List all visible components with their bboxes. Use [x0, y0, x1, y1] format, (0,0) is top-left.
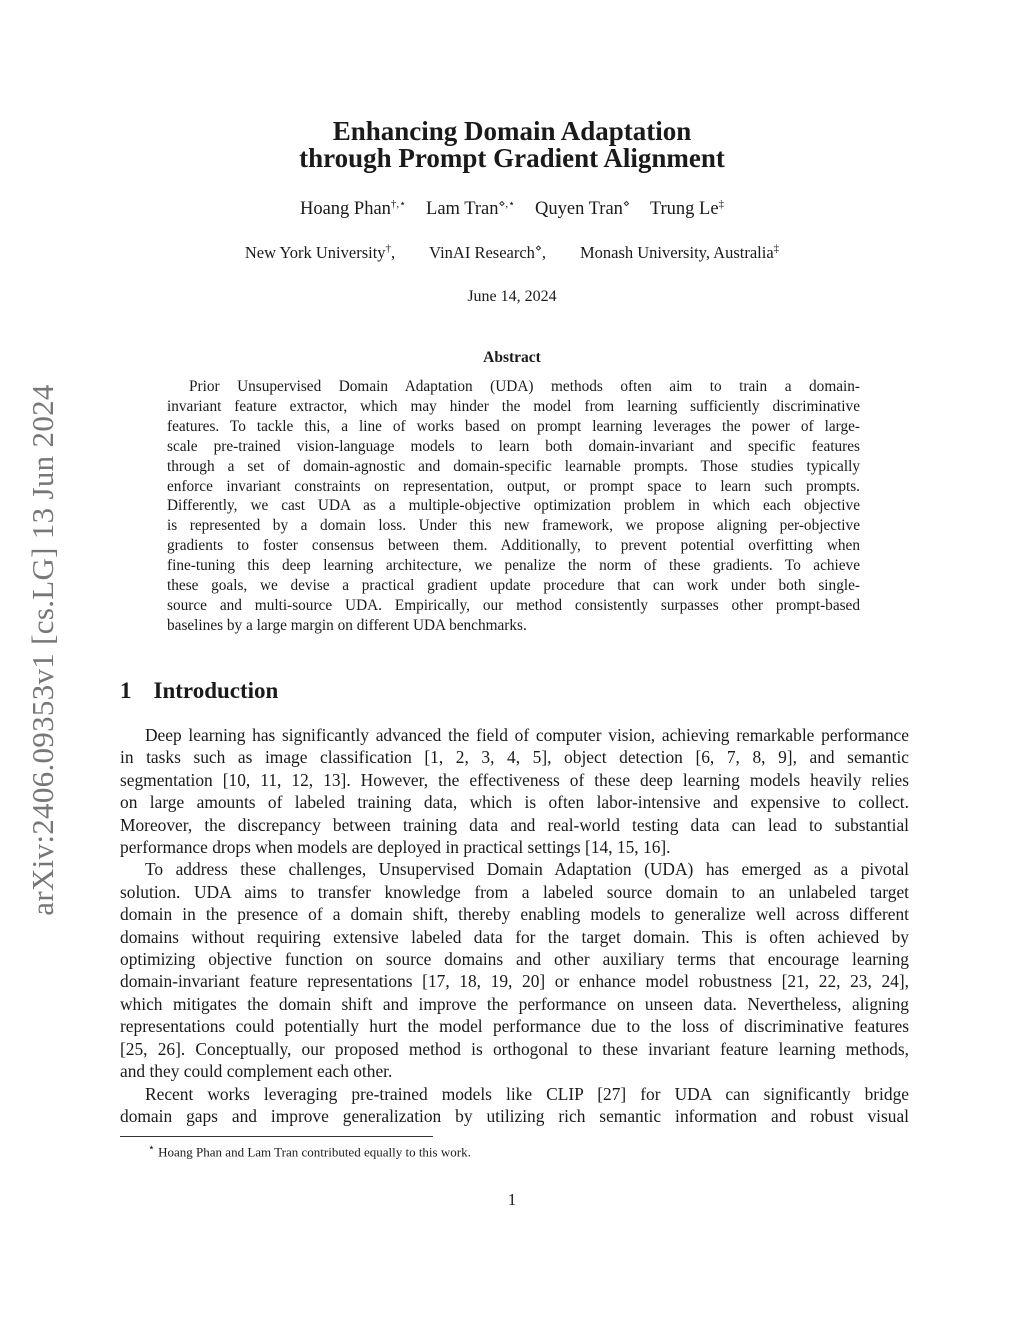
section-heading [120, 678, 278, 704]
text-line: fine-tuning this deep learning architecture, we penalize the norm of these gradients. To achieve [167, 557, 860, 575]
author-name: Hoang Phan [299, 199, 391, 220]
text-line: gradients to foster consensus between them. Additionally, to prevent potential overfitting when [167, 537, 860, 555]
arxiv-side-label: arXiv:2406.09353v1 [cs.LG] 13 Jun 2024 [25, 384, 60, 916]
paper-title-line-2: through Prompt Gradient Alignment [299, 143, 725, 173]
text-line: segmentation [10, 11, 12, 13]. However, the effectiveness of these deep learning models heavily relies [120, 769, 909, 790]
text-line: performance drops when models are deployed in practical settings [14, 15, 16]. [120, 837, 671, 858]
text-line: [25, 26]. Conceptually, our proposed method is orthogonal to these invariant feature learning methods, [120, 1038, 909, 1059]
section-title: Introduction [153, 678, 279, 703]
author [535, 199, 630, 219]
affiliation [580, 243, 779, 262]
affiliation-list [0, 241, 1024, 263]
affiliation [245, 243, 395, 262]
text-line: is represented by a domain loss. Under this new framework, we propose aligning per-objective [167, 517, 860, 535]
author-mark: ⋄,⋆ [498, 198, 516, 210]
author-name: Trung Le [649, 199, 719, 220]
affiliation [429, 243, 546, 262]
text-line: baselines by a large margin on different UDA benchmarks. [167, 616, 527, 634]
affiliation-name: VinAI Research [429, 242, 535, 262]
text-line: on large amounts of labeled training data, which is often labor-intensive and expensive to collect. [120, 792, 909, 813]
text-line: scale pre-trained vision-language models to learn both domain-invariant and specific features [167, 437, 860, 455]
text-line: representations could potentially hurt the model performance due to the loss of discriminative features [120, 1016, 909, 1037]
text-line: To address these challenges, Unsupervised Domain Adaptation (UDA) has emerged as a pivotal [145, 859, 909, 880]
text-line: Recent works leveraging pre-trained models like CLIP [27] for UDA can significantly bridge [145, 1083, 909, 1104]
text-line: Differently, we cast UDA as a multiple-objective optimization problem in which each objective [167, 497, 860, 515]
text-line: Deep learning has significantly advanced the field of computer vision, achieving remarkable performance [145, 725, 909, 745]
paper-date: June 14, 2024 [467, 288, 557, 305]
footnote-rule [120, 1136, 433, 1137]
text-line: Prior Unsupervised Domain Adaptation (UDA) methods often aim to train a domain- [189, 378, 860, 395]
author-mark: ⋄ [622, 198, 630, 210]
text-line: through a set of domain-agnostic and domain-specific learnable prompts. Those studies typically [167, 457, 860, 475]
section-number: 1 [120, 678, 132, 703]
affiliation-name: Monash University, Australia [579, 242, 774, 262]
abstract-body [167, 377, 860, 636]
abstract-heading: Abstract [483, 349, 541, 366]
introduction-body [120, 724, 909, 1127]
affiliation-separator: , [541, 242, 546, 262]
author-name: Quyen Tran [535, 199, 623, 220]
author-mark: ‡ [718, 198, 725, 210]
author [650, 199, 724, 219]
footnote [148, 1141, 471, 1160]
text-line: invariant feature extractor, which may hinder the model from learning sufficiently discriminative [167, 397, 860, 415]
author-mark: †,⋆ [390, 198, 407, 210]
page-number: 1 [507, 1190, 517, 1209]
author-name: Lam Tran [426, 199, 499, 220]
affiliation-mark: ‡ [773, 242, 780, 254]
affiliation-separator: , [391, 242, 396, 262]
text-line: enforce invariant constraints on representation, output, or prompt space to learn such prompts. [167, 477, 860, 495]
text-line: Moreover, the discrepancy between training data and real-world testing data can lead to substantial [120, 814, 909, 835]
paper-title-line-1: Enhancing Domain Adaptation [332, 116, 692, 146]
text-line: domains without requiring extensive labeled data for the target domain. This is often achieved by [120, 926, 909, 947]
text-line: domain in the presence of a domain shift, thereby enabling models to generalize well across different [120, 904, 909, 925]
text-line: which mitigates the domain shift and improve the performance on unseen data. Nevertheless, aligning [120, 993, 909, 1014]
text-line: domain gaps and improve generalization by utilizing rich semantic information and robust visual [120, 1105, 909, 1126]
footnote-mark: ⋆ [148, 1142, 155, 1154]
text-line: solution. UDA aims to transfer knowledge from a labeled source domain to an unlabeled target [120, 881, 909, 902]
text-line: these goals, we devise a practical gradient update procedure that can work under both single- [167, 577, 860, 595]
affiliation-mark: † [385, 242, 392, 254]
text-line: in tasks such as image classification [1, 2, 3, 4, 5], object detection [6, 7, 8, 9], and semantic [120, 747, 909, 768]
affiliation-mark: ⋄ [534, 242, 542, 254]
author [426, 199, 515, 219]
text-line: source and multi-source UDA. Empirically, our method consistently surpasses other prompt-based [167, 596, 860, 614]
text-line: optimizing objective function on source domains and other auxiliary terms that encourage learning [120, 949, 909, 970]
text-line: and they could complement each other. [120, 1061, 393, 1082]
text-line: domain-invariant feature representations [17, 18, 19, 20] or enhance model robustness [21, 22, 23, 24], [120, 971, 909, 992]
affiliation-name: New York University [244, 242, 386, 262]
text-line: features. To tackle this, a line of works based on prompt learning leverages the power of large- [167, 417, 860, 435]
author [300, 199, 406, 219]
author-list [0, 197, 1024, 220]
footnote-text: Hoang Phan and Lam Tran contributed equally to this work. [158, 1144, 471, 1160]
